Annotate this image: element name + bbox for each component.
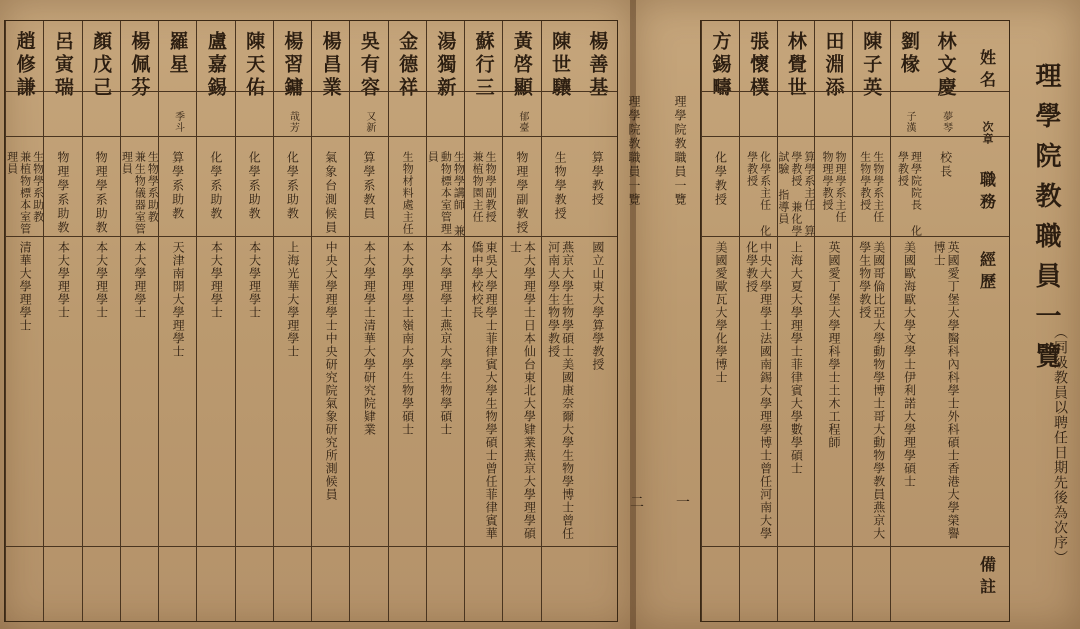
table-row — [927, 21, 965, 621]
staff-name: 蘇行三 — [472, 31, 495, 100]
header-remark: 備註 — [977, 556, 997, 600]
page-title: 理學院教職員一覽 — [1031, 62, 1061, 382]
staff-rank: 化學系主任 化學教授 — [745, 151, 772, 237]
staff-name: 金德祥 — [396, 31, 419, 100]
left-staff-table — [4, 20, 618, 622]
staff-rank: 理學院院長 化學教授 — [896, 151, 923, 237]
staff-career: 本大學理學士嶺南大學生物學碩士 — [400, 241, 415, 436]
staff-name: 呂寅瑞 — [51, 31, 74, 100]
staff-career: 美國哥倫比亞大學動物學博士哥大動物學教員燕京大學生物學教授 — [857, 241, 886, 540]
staff-name: 劉椽 — [897, 31, 920, 77]
staff-career: 英國愛丁堡大學醫科內科學士外科碩士香港大學榮譽博士 — [932, 241, 961, 540]
table-row — [235, 21, 274, 621]
left-page-number: 二 — [630, 495, 644, 511]
staff-rank: 物理學系助教 — [94, 151, 109, 235]
header-column — [965, 21, 1009, 621]
header-rank: 職務 — [977, 171, 997, 215]
staff-career: 本大學理學士 — [209, 241, 224, 319]
staff-rank: 物理學系助教 — [55, 151, 70, 235]
staff-rank: 校長 — [938, 151, 953, 179]
table-row — [852, 21, 891, 621]
table-row — [579, 21, 617, 621]
staff-name: 林文慶 — [934, 31, 957, 100]
staff-career: 上海大夏大學理學士菲律賓大學數學碩士 — [789, 241, 804, 475]
staff-name: 陳子英 — [860, 31, 883, 100]
staff-name: 方錫疇 — [709, 31, 732, 100]
right-margin-label: 理學院教職員一覽 — [673, 95, 687, 207]
table-row — [158, 21, 197, 621]
staff-career: 清華大學理學士 — [18, 241, 33, 332]
staff-name: 湯獨新 — [434, 31, 457, 100]
staff-rank: 生物學系助教 兼植物標本室管理員 — [5, 151, 45, 235]
staff-alias: 夢琴 — [940, 111, 952, 133]
table-row — [196, 21, 235, 621]
table-row — [890, 21, 929, 621]
staff-career: 中央大學理學士中央研究院氣象研究所測候員 — [324, 241, 339, 501]
staff-rank: 物理學系主任 物理學教授 — [821, 151, 848, 223]
staff-career: 本大學理學士 — [56, 241, 71, 319]
staff-rank: 算學系主任 算學教授 兼化學試驗 指導員 — [776, 151, 816, 237]
staff-career: 上海光華大學理學士 — [285, 241, 300, 358]
table-row — [349, 21, 388, 621]
staff-rank: 生物材料處主任 — [401, 151, 415, 235]
staff-name: 陳天佑 — [243, 31, 266, 100]
staff-career: 本大學理學士 — [132, 241, 147, 319]
staff-name: 楊佩芬 — [128, 31, 151, 100]
staff-name: 陳世驤 — [549, 31, 572, 100]
staff-name: 盧嘉錫 — [204, 31, 227, 100]
staff-career: 英國愛丁堡大學理科學士土木工程師 — [827, 241, 842, 449]
staff-name: 顏戊己 — [90, 31, 113, 100]
table-row — [273, 21, 312, 621]
staff-name: 羅星 — [166, 31, 189, 77]
staff-rank: 算學系助教 — [170, 151, 185, 221]
staff-rank: 生物學講師 兼動物標本室管理員 — [426, 151, 466, 237]
staff-name: 楊習鏞 — [281, 31, 304, 100]
staff-career: 美國愛歐瓦大學化學博士 — [713, 241, 728, 384]
staff-career: 國立山東大學算學教授 — [590, 241, 605, 371]
staff-career: 東吳大學理學士菲律賓大學生物學碩士曾任菲律賓華僑中學校校長 — [470, 241, 499, 540]
header-name: 姓名 — [977, 49, 997, 93]
staff-rank: 生物學系助教 兼生物儀器室管理員 — [120, 151, 160, 235]
staff-rank: 算學教授 — [590, 151, 605, 207]
staff-career: 天津南開大學理學士 — [171, 241, 186, 358]
staff-alias: 郁臺 — [516, 111, 528, 133]
table-row — [502, 21, 541, 621]
staff-career: 燕京大學生物學碩士美國康奈爾大學生物學博士曾任河南大學生物學教授 — [546, 241, 575, 540]
staff-rank: 化學教授 — [713, 151, 728, 207]
staff-rank: 化學系助教 — [208, 151, 223, 221]
staff-career: 美國歐海歐大學文學士伊利諾大學理學碩士 — [902, 241, 917, 488]
staff-name: 楊善基 — [586, 31, 609, 100]
staff-rank: 化學系助教 — [247, 151, 262, 221]
staff-career: 本大學理學士 — [94, 241, 109, 319]
staff-alias: 又新 — [363, 111, 375, 133]
table-row — [814, 21, 853, 621]
table-row — [739, 21, 778, 621]
header-career: 經歷 — [977, 251, 997, 295]
staff-career: 本大學理學士清華大學研究院肄業 — [362, 241, 377, 436]
staff-rank: 化學系助教 — [285, 151, 300, 221]
staff-name: 趙修謙 — [13, 31, 36, 100]
table-row — [311, 21, 350, 621]
staff-name: 張懷樸 — [747, 31, 770, 100]
staff-rank: 氣象台測候員 — [323, 151, 338, 235]
staff-name: 田淵添 — [822, 31, 845, 100]
table-row — [120, 21, 159, 621]
table-row — [388, 21, 427, 621]
staff-career: 本大學理學士 — [247, 241, 262, 319]
staff-alias: 哉芳 — [287, 111, 299, 133]
header-alias: 次章 — [981, 121, 994, 145]
staff-rank: 算學系教員 — [361, 151, 376, 221]
table-row — [541, 21, 580, 621]
staff-alias: 子漢 — [903, 111, 915, 133]
staff-career: 本大學理學士日本仙台東北大學肄業燕京大學理學碩士 — [508, 241, 537, 540]
right-staff-table — [700, 20, 1010, 622]
staff-name: 黃啓顯 — [510, 31, 533, 100]
staff-name: 林覺世 — [784, 31, 807, 100]
staff-rank: 生物學教授 — [553, 151, 568, 221]
staff-rank: 生物學系主任 生物學教授 — [858, 151, 885, 223]
staff-name: 吳有容 — [357, 31, 380, 100]
staff-career: 本大學理學士燕京大學生物學碩士 — [438, 241, 453, 436]
staff-alias: 季斗 — [172, 111, 184, 133]
staff-career: 中央大學理學士法國南錫大學理學博士曾任河南大學化學教授 — [744, 241, 773, 540]
table-row — [5, 21, 44, 621]
table-row — [43, 21, 82, 621]
table-row — [426, 21, 465, 621]
staff-name: 楊昌業 — [319, 31, 342, 100]
table-row — [777, 21, 816, 621]
staff-rank: 生物學副教授 兼植物園主任 — [471, 151, 498, 223]
table-row — [82, 21, 121, 621]
table-row — [701, 21, 740, 621]
staff-rank: 物理學副教授 — [514, 151, 529, 235]
page-subtitle: （同級教員以聘任日期先後為次序） — [1052, 325, 1068, 565]
right-page-number: 一 — [676, 495, 690, 511]
table-row — [464, 21, 503, 621]
left-margin-label: 理學院教職員一覽 — [627, 95, 641, 207]
